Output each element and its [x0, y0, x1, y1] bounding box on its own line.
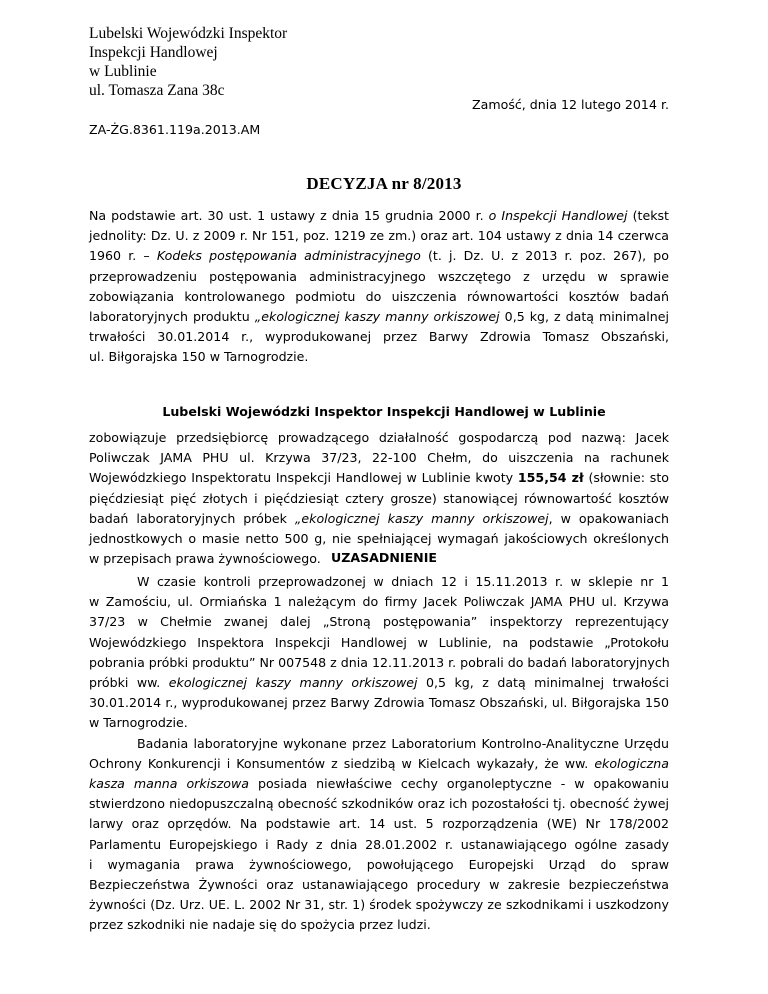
text-span: posiada niewłaściwe cechy organoleptyczne - w opakowaniu [249, 776, 669, 792]
italic-span: Kodeks postępowania administracyjnego [156, 248, 421, 264]
text-span: Ochrony Konkurencji i Konsumentów z siedzibą w Kielcach wykazały, że ww. [89, 755, 595, 771]
text-span: (t. j. Dz. U. z 2013 r. poz. 267), po [420, 248, 669, 264]
text-line: Badania laboratoryjne wykonane przez Laboratorium Kontrolno-Analityczne Urzędu [137, 735, 669, 751]
address-line: Lubelski Wojewódzki Inspektor [89, 25, 288, 42]
italic-span: o Inspekcji Handlowej [488, 208, 628, 223]
amount-value: 155,54 zł [517, 470, 584, 486]
text-line: w Tarnogrodzie. [89, 715, 188, 731]
document-date: Zamość, dnia 12 lutego 2014 r. [472, 97, 669, 112]
text-line [89, 246, 669, 266]
text-line: przeprowadzeniu postępowania administracyjnego wszczętego z urzędu w sprawie [89, 268, 669, 284]
text-span: , w opakowaniach [548, 510, 669, 526]
text-line: 30.01.2014 r., wyprodukowanej przez Barwy Zdrowia Tomasz Obszański, ul. Biłgorajska 150 [89, 695, 669, 711]
text-line [89, 468, 669, 488]
text-span: Wojewódzkiego Inspektoratu Inspekcji Handlowej w Lublinie kwoty [89, 470, 518, 486]
document-title: DECYZJA nr 8/2013 [306, 174, 462, 193]
sender-address [89, 24, 287, 100]
text-line: trwałości 30.01.2014 r., wyprodukowanej przez Barwy Zdrowia Tomasz Obszański, [89, 329, 669, 345]
address-line: ul. Tomasza Zana 38c [89, 82, 225, 99]
text-span: (słownie: sto [583, 470, 669, 486]
text-line: larwy oraz oprzędów. Na podstawie art. 14 ust. 5 rozporządzenia (WE) Nr 178/2002 [89, 816, 669, 832]
justification-heading: UZASADNIENIE [330, 550, 438, 565]
text-line: jednolity: Dz. U. z 2009 r. Nr 151, poz. 1219 ze zm.) oraz art. 104 ustawy z dnia 14 czerwca [89, 228, 669, 244]
text-line: W czasie kontroli przeprowadzonej w dniach 12 i 15.11.2013 r. w sklepie nr 1 [137, 574, 669, 589]
reference-number: ZA-ŻG.8361.119a.2013.AM [89, 122, 261, 137]
text-line: Poliwczak JAMA PHU ul. Krzywa 37/23, 22-100 Chełm, do uiszczenia na rachunek [89, 450, 669, 466]
text-span: 0,5 kg, z datą minimalnej [499, 309, 669, 325]
italic-span: kasza manna orkiszowa [89, 776, 250, 792]
justification-paragraphs [89, 572, 669, 936]
text-span: (tekst [627, 208, 669, 223]
text-line: pięćdziesiąt pięć złotych i pięćdziesiąt cztery grosze) stanowiącej równowartość kosztów [89, 490, 669, 506]
text-line: Parlamentu Europejskiego i Rady z dnia 28.01.2002 r. ustanawiającego ogólne zasady [89, 836, 669, 852]
text-line: ul. Biłgorajska 150 w Tarnogrodzie. [89, 349, 309, 365]
text-line: stwierdzono niedopuszczalną obecność szkodników oraz ich pozostałości tj. obecność żywej [89, 796, 669, 812]
text-line: i wymagania prawa żywnościowego, powołującego Europejski Urząd do spraw [89, 856, 669, 872]
text-line: 37/23 w Chełmie zwanej dalej „Stroną postępowania” inspektorzy reprezentujący [89, 614, 669, 630]
text-line [89, 206, 669, 226]
text-line: jednostkowych o masie netto 500 g, nie spełniającej wymagań jakościowych określonych [89, 531, 669, 547]
text-span: 1960 r. – [89, 248, 157, 264]
text-line [89, 673, 669, 693]
address-line: Inspekcji Handlowej [89, 44, 218, 61]
text-line: przez szkodniki nie nadaje się do spożycia przez ludzi. [89, 917, 431, 933]
text-line [89, 509, 669, 529]
text-line: zobowiązania kontrolowanego podmiotu do uiszczenia równowartości kosztów badań [89, 288, 669, 304]
italic-span: ekologiczna [594, 755, 669, 771]
text-span: Na podstawie art. 30 ust. 1 ustawy z dnia 15 grudnia 2000 r. [89, 208, 489, 223]
italic-span: „ekologicznej kaszy manny orkiszowej [254, 309, 500, 325]
text-line [89, 774, 669, 794]
address-line: w Lublinie [89, 63, 157, 80]
text-line: zobowiązuje przedsiębiorcę prowadzącego działalność gospodarczą pod nazwą: Jacek [89, 430, 669, 445]
text-span: 0,5 kg, z datą minimalnej trwałości [417, 675, 669, 691]
italic-span: ekologicznej kaszy manny orkiszowej [168, 675, 418, 691]
legal-basis-paragraph [89, 206, 669, 368]
text-span: próbki ww. [89, 675, 169, 691]
text-line: pobrania próbki produktu” Nr 007548 z dnia 12.11.2013 r. pobrali do badań laboratoryjnych [89, 654, 670, 670]
text-line: Bezpieczeństwa Żywności oraz ustanawiającego procedury w zakresie bezpieczeństwa [89, 877, 669, 893]
text-line: w przepisach prawa żywnościowego. [89, 551, 321, 567]
text-line [89, 307, 669, 327]
text-span: laboratoryjnych produktu [89, 309, 255, 325]
text-span: badań laboratoryjnych próbek [89, 510, 295, 526]
authority-heading: Lubelski Wojewódzki Inspektor Inspekcji Handlowej w Lublinie [162, 404, 606, 419]
italic-span: „ekologicznej kaszy manny orkiszowej [294, 510, 549, 526]
text-line: w Zamościu, ul. Ormiańska 1 należącym do firmy Jacek Poliwczak JAMA PHU ul. Krzywa [89, 594, 669, 610]
text-line: Wojewódzkiego Inspektora Inspekcji Handlowej w Lublinie, na podstawie „Protokołu [89, 634, 669, 650]
obligation-paragraph [89, 428, 669, 569]
text-line [89, 754, 669, 774]
text-line: żywności (Dz. Urz. UE. L. 2002 Nr 31, str. 1) środek spożywczy ze szkodnikami i uszkodzony [89, 897, 669, 913]
